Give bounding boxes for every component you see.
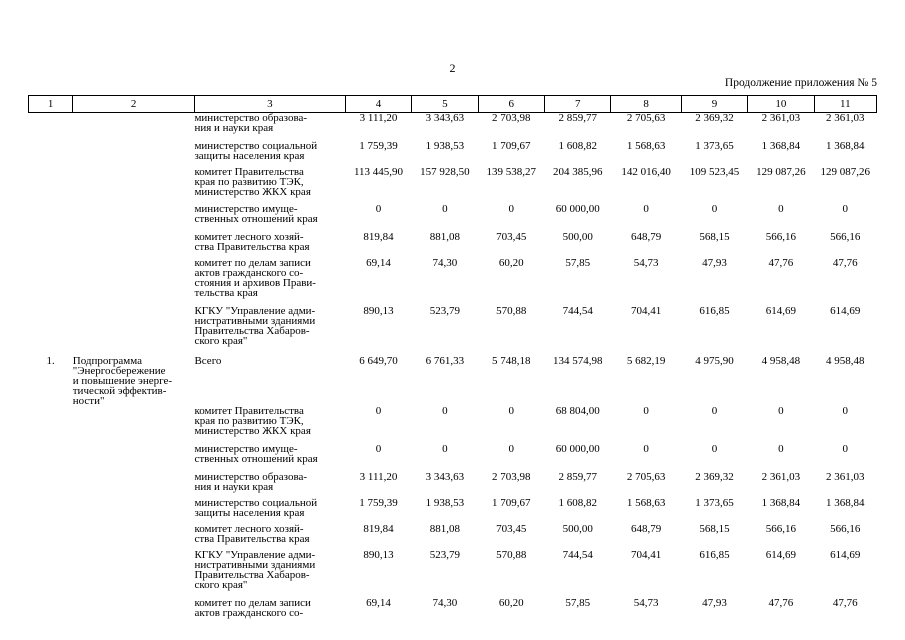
header-cell: 6 xyxy=(478,96,544,113)
value-cell: 0 xyxy=(643,404,649,417)
executor-line: комитет по делам записи xyxy=(194,596,311,609)
value-cell: 1 373,65 xyxy=(695,139,734,152)
value-cell: 0 xyxy=(711,202,718,215)
value-cell: 500,00 xyxy=(562,230,593,243)
value-cell: 139 538,27 xyxy=(486,165,537,178)
value-cell: 1 368,84 xyxy=(761,139,801,152)
value-cell: 1 608,82 xyxy=(558,496,597,509)
program-name-cell xyxy=(73,472,195,498)
row-number-cell xyxy=(29,306,73,356)
value-cell: 648,79 xyxy=(630,522,662,535)
row-number-cell xyxy=(29,232,73,258)
value-cell: 881,08 xyxy=(429,230,461,243)
value-cell: 47,76 xyxy=(768,596,794,609)
value-cell: 0 xyxy=(375,442,382,455)
value-cell: 744,54 xyxy=(562,304,593,317)
value-cell: 60 000,00 xyxy=(555,442,600,455)
value-cell: 0 xyxy=(842,442,849,455)
value-cell: 0 xyxy=(778,404,784,417)
program-name-cell xyxy=(73,141,195,167)
value-cell: 570,88 xyxy=(496,304,527,317)
executor-line: министерство социальной xyxy=(194,139,318,152)
executor-line: ского края" xyxy=(194,578,248,591)
executor-cell xyxy=(194,113,345,141)
executor-line: актов гражданского со- xyxy=(194,266,304,279)
value-cell: 68 804,00 xyxy=(555,404,600,417)
row-number-cell xyxy=(29,258,73,306)
value-cell: 47,93 xyxy=(702,596,727,609)
executor-line: ственных отношений края xyxy=(194,212,318,225)
value-cell: 2 361,03 xyxy=(826,112,865,124)
value-cell: 890,13 xyxy=(363,304,394,317)
value-cell: 47,76 xyxy=(832,256,858,269)
executor-line: края по развитию ТЭК, xyxy=(194,175,304,188)
value-cell: 1 759,39 xyxy=(359,139,398,152)
value-cell: 744,54 xyxy=(562,548,593,561)
header-cell: 9 xyxy=(681,96,747,113)
table-row xyxy=(29,204,877,232)
value-cell: 3 111,20 xyxy=(359,112,398,124)
table-row xyxy=(29,113,877,141)
table-row xyxy=(29,444,877,472)
value-cell: 47,76 xyxy=(768,256,794,269)
value-cell: 566,16 xyxy=(765,522,796,535)
value-cell: 614,69 xyxy=(765,304,796,317)
value-cell: 57,85 xyxy=(565,256,591,269)
executor-line: актов гражданского со- xyxy=(194,606,304,619)
header-cell: 1 xyxy=(29,96,73,113)
table-row xyxy=(29,406,877,444)
executor-line: комитет лесного хозяй- xyxy=(194,522,304,535)
value-cell: 0 xyxy=(643,202,649,215)
value-cell: 703,45 xyxy=(496,230,527,243)
table-row xyxy=(29,306,877,356)
value-cell: 0 xyxy=(375,404,382,417)
executor-cell xyxy=(194,204,345,232)
executor-cell xyxy=(194,550,345,598)
program-name-line: "Энергосбережение xyxy=(72,364,166,377)
value-cell: 2 859,77 xyxy=(558,470,597,483)
executor-cell xyxy=(194,356,345,406)
executor-cell xyxy=(194,498,345,524)
value-cell: 2 361,03 xyxy=(761,470,801,483)
value-cell: 74,30 xyxy=(432,256,458,269)
row-number-cell xyxy=(29,498,73,524)
value-cell: 3 343,63 xyxy=(425,470,465,483)
row-number-cell xyxy=(29,204,73,232)
value-cell: 2 703,98 xyxy=(492,470,531,483)
value-cell: 0 xyxy=(375,202,382,215)
executor-line: нистративными зданиями xyxy=(194,314,316,327)
executor-line: комитет Правительства xyxy=(194,165,304,178)
program-name-cell xyxy=(73,444,195,472)
continuation-note: Продолжение приложения № 5 xyxy=(724,77,877,89)
row-number: 1. xyxy=(46,354,55,367)
value-cell: 1 368,84 xyxy=(826,139,865,152)
value-cell: 1 759,39 xyxy=(359,496,398,509)
row-number-cell xyxy=(29,113,73,141)
value-cell: 566,16 xyxy=(830,230,861,243)
value-cell: 60 000,00 xyxy=(555,202,600,215)
executor-cell xyxy=(194,258,345,306)
executor-line: министерство социальной xyxy=(194,496,318,509)
executor-line: Правительства Хабаров- xyxy=(194,568,310,581)
value-cell: 4 958,48 xyxy=(761,354,801,367)
value-cell: 704,41 xyxy=(630,304,662,317)
executor-line: комитет по делам записи xyxy=(194,256,311,269)
value-cell: 648,79 xyxy=(630,230,662,243)
executor-line: нистративными зданиями xyxy=(194,558,316,571)
header-cell: 11 xyxy=(814,96,876,113)
row-number-cell xyxy=(29,356,73,406)
header-cell: 7 xyxy=(545,96,611,113)
value-cell: 1 938,53 xyxy=(425,139,465,152)
value-cell: 142 016,40 xyxy=(621,165,671,178)
program-name-line: и повышение энерге- xyxy=(72,374,173,387)
header-cell: 8 xyxy=(611,96,681,113)
row-number-cell xyxy=(29,472,73,498)
value-cell: 568,15 xyxy=(699,230,730,243)
value-cell: 523,79 xyxy=(429,304,461,317)
value-cell: 0 xyxy=(508,202,515,215)
value-cell: 47,76 xyxy=(832,596,858,609)
executor-cell xyxy=(194,406,345,444)
value-cell: 0 xyxy=(508,404,515,417)
executor-cell xyxy=(194,167,345,204)
program-name-cell xyxy=(73,167,195,204)
value-cell: 0 xyxy=(842,202,849,215)
executor-line: министерство ЖКХ края xyxy=(194,185,311,198)
value-cell: 157 928,50 xyxy=(420,165,470,178)
value-cell: 568,15 xyxy=(699,522,730,535)
program-name-line: ности" xyxy=(72,394,105,407)
row-number-cell xyxy=(29,598,73,622)
table-row xyxy=(29,472,877,498)
value-cell: 0 xyxy=(442,202,448,215)
executor-line: министерство имуще- xyxy=(194,202,298,215)
value-cell: 890,13 xyxy=(363,548,394,561)
program-name-cell xyxy=(73,524,195,550)
value-cell: 2 369,32 xyxy=(695,112,734,124)
executor-line: тельства края xyxy=(194,286,258,299)
executor-cell xyxy=(194,141,345,167)
value-cell: 2 361,03 xyxy=(761,112,801,124)
header-cell: 4 xyxy=(345,96,411,113)
value-cell: 1 709,67 xyxy=(492,139,531,152)
value-cell: 2 703,98 xyxy=(492,112,531,124)
table-row xyxy=(29,232,877,258)
value-cell: 1 368,84 xyxy=(826,496,865,509)
value-cell: 69,14 xyxy=(366,256,391,269)
executor-cell xyxy=(194,598,345,622)
value-cell: 704,41 xyxy=(630,548,662,561)
value-cell: 74,30 xyxy=(432,596,458,609)
executor-cell xyxy=(194,232,345,258)
program-name-cell xyxy=(73,204,195,232)
value-cell: 0 xyxy=(778,202,784,215)
value-cell: 129 087,26 xyxy=(756,165,806,178)
value-cell: 4 975,90 xyxy=(695,354,734,367)
header-cell: 5 xyxy=(412,96,478,113)
program-name-cell xyxy=(73,550,195,598)
value-cell: 1 373,65 xyxy=(695,496,734,509)
value-cell: 2 369,32 xyxy=(695,470,734,483)
executor-line: КГКУ "Управление адми- xyxy=(194,304,316,317)
program-name-cell xyxy=(73,498,195,524)
executor-line: Правительства Хабаров- xyxy=(194,324,310,337)
table-row xyxy=(29,141,877,167)
value-cell: 113 445,90 xyxy=(353,165,404,178)
value-cell: 0 xyxy=(842,404,849,417)
program-name-cell xyxy=(73,258,195,306)
program-name-line: Подпрограмма xyxy=(72,354,142,367)
value-cell: 500,00 xyxy=(562,522,593,535)
value-cell: 881,08 xyxy=(429,522,461,535)
program-name-cell xyxy=(73,232,195,258)
value-cell: 5 682,19 xyxy=(626,354,666,367)
value-cell: 0 xyxy=(442,404,448,417)
value-cell: 0 xyxy=(711,404,718,417)
value-cell: 0 xyxy=(778,442,784,455)
executor-line: КГКУ "Управление адми- xyxy=(194,548,316,561)
value-cell: 47,93 xyxy=(702,256,727,269)
value-cell: 60,20 xyxy=(498,256,524,269)
value-cell: 0 xyxy=(442,442,448,455)
value-cell: 703,45 xyxy=(496,522,527,535)
value-cell: 1 608,82 xyxy=(558,139,597,152)
table-row xyxy=(29,498,877,524)
appendix-table xyxy=(28,95,877,622)
value-cell: 57,85 xyxy=(565,596,591,609)
executor-line: ского края" xyxy=(194,334,248,347)
value-cell: 4 958,48 xyxy=(826,354,865,367)
value-cell: 3 111,20 xyxy=(359,470,398,483)
program-name-cell xyxy=(73,406,195,444)
table-row xyxy=(29,356,877,406)
executor-line: министерство образова- xyxy=(194,470,308,483)
executor-line: Всего xyxy=(194,354,222,367)
value-cell: 616,85 xyxy=(699,548,730,561)
executor-cell xyxy=(194,472,345,498)
value-cell: 5 748,18 xyxy=(492,354,531,367)
header-cell: 2 xyxy=(73,96,195,113)
value-cell: 129 087,26 xyxy=(820,165,871,178)
value-cell: 69,14 xyxy=(366,596,391,609)
value-cell: 134 574,98 xyxy=(552,354,603,367)
program-name-cell xyxy=(73,356,195,406)
value-cell: 3 343,63 xyxy=(425,112,465,124)
header-cell: 10 xyxy=(748,96,814,113)
value-cell: 2 361,03 xyxy=(826,470,865,483)
executor-line: ства Правительства края xyxy=(194,240,310,253)
executor-cell xyxy=(194,444,345,472)
value-cell: 54,73 xyxy=(633,596,659,609)
value-cell: 6 761,33 xyxy=(425,354,465,367)
executor-line: защиты населения края xyxy=(194,149,305,162)
table-row xyxy=(29,550,877,598)
executor-line: ственных отношений края xyxy=(194,452,318,465)
value-cell: 0 xyxy=(643,442,649,455)
row-number-cell xyxy=(29,444,73,472)
value-cell: 2 705,63 xyxy=(626,112,666,124)
executor-cell xyxy=(194,524,345,550)
value-cell: 60,20 xyxy=(498,596,524,609)
value-cell: 566,16 xyxy=(830,522,861,535)
program-name-cell xyxy=(73,598,195,622)
executor-line: стояния и архивов Прави- xyxy=(194,276,316,289)
header-row xyxy=(29,96,877,113)
value-cell: 0 xyxy=(711,442,718,455)
executor-cell xyxy=(194,306,345,356)
value-cell: 614,69 xyxy=(765,548,796,561)
value-cell: 819,84 xyxy=(363,522,394,535)
program-name-cell xyxy=(73,113,195,141)
executor-line: комитет лесного хозяй- xyxy=(194,230,304,243)
value-cell: 6 649,70 xyxy=(359,354,398,367)
row-number-cell xyxy=(29,550,73,598)
value-cell: 1 938,53 xyxy=(425,496,465,509)
table-row xyxy=(29,258,877,306)
value-cell: 614,69 xyxy=(830,304,861,317)
value-cell: 2 859,77 xyxy=(558,112,597,124)
value-cell: 523,79 xyxy=(429,548,461,561)
value-cell: 54,73 xyxy=(633,256,659,269)
value-cell: 819,84 xyxy=(363,230,394,243)
page-number: 2 xyxy=(449,61,456,75)
value-cell: 616,85 xyxy=(699,304,730,317)
row-number-cell xyxy=(29,167,73,204)
executor-line: защиты населения края xyxy=(194,506,305,519)
table-row xyxy=(29,598,877,622)
executor-line: ния и науки края xyxy=(194,480,274,493)
value-cell: 1 709,67 xyxy=(492,496,531,509)
executor-line: края по развитию ТЭК, xyxy=(194,414,304,427)
executor-line: комитет Правительства xyxy=(194,404,304,417)
executor-line: министерство имуще- xyxy=(194,442,298,455)
header-cell: 3 xyxy=(194,96,345,113)
row-number-cell xyxy=(29,141,73,167)
executor-line: ния и науки края xyxy=(194,122,274,134)
value-cell: 614,69 xyxy=(830,548,861,561)
executor-line: министерство образова- xyxy=(194,112,308,124)
table-row xyxy=(29,167,877,204)
value-cell: 0 xyxy=(508,442,515,455)
value-cell: 1 568,63 xyxy=(626,139,666,152)
program-name-line: тической эффектив- xyxy=(72,384,167,397)
table-row xyxy=(29,524,877,550)
value-cell: 204 385,96 xyxy=(552,165,603,178)
value-cell: 1 368,84 xyxy=(761,496,801,509)
program-name-cell xyxy=(73,306,195,356)
value-cell: 566,16 xyxy=(765,230,796,243)
value-cell: 109 523,45 xyxy=(689,165,740,178)
value-cell: 1 568,63 xyxy=(626,496,666,509)
executor-line: ства Правительства края xyxy=(194,532,310,545)
value-cell: 570,88 xyxy=(496,548,527,561)
executor-line: министерство ЖКХ края xyxy=(194,424,311,437)
row-number-cell xyxy=(29,406,73,444)
row-number-cell xyxy=(29,524,73,550)
value-cell: 2 705,63 xyxy=(626,470,666,483)
